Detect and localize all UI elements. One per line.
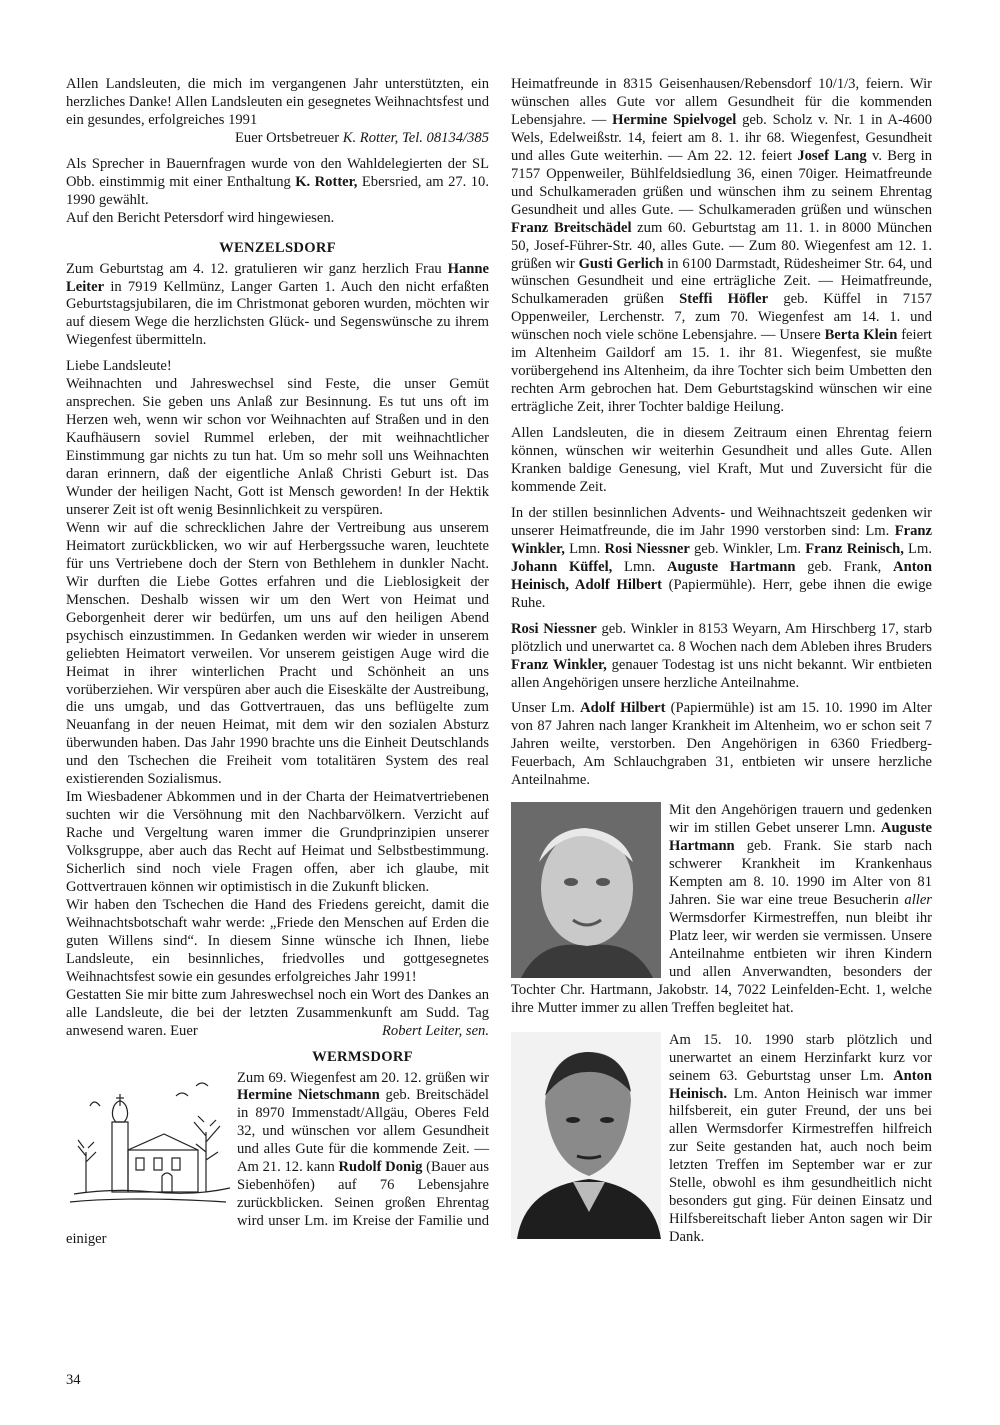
obituary-hilbert: Unser Lm. Adolf Hilbert (Papiermühle) ist am 15. 10. 1990 im Alter von 87 Jahren nach langer Krankheit im Altenheim, wo er schon seit 7 Jahren weilte, verstorben. Den Angehörigen in 6360 Friedberg-Feuerbach, Am Schlauchgraben 31, entbieten wir unsere herzliche Anteilnahme. [511, 700, 932, 789]
section-heading-wermsdorf: WERMSDORF [312, 1048, 413, 1065]
signature-leiter: Robert Leiter, sen. [381, 1022, 489, 1039]
wenzelsdorf-birthday: Zum Geburtstag am 4. 12. gratulieren wir ganz herzlich Frau Hanne Leiter in 7919 Kellmünz, Langer Garten 1. Auch den nicht erfaßten Geburtstagsjubilaren, die im Christmonat geboren wurden, möchten wir auf diesem Wege die herzlichsten Glück- und Segenswünsche zu ihrem Wiegenfest übermitteln. [66, 260, 489, 349]
portrait-photo-hartmann [511, 802, 661, 978]
portrait-hartmann-image [511, 802, 661, 978]
church-sketch-image [66, 1076, 231, 1218]
obituary-niessner: Rosi Niessner geb. Winkler in 8153 Weyarn, Am Hirschberg 17, starb plötzlich und unerwartet ca. 8 Wochen nach dem Ableben ihres Bruders Franz Winkler, genauer Todestag ist uns nicht bekannt. Wir entbieten allen Angehörigen unsere herzliche Anteilnahme. [511, 620, 932, 691]
letter-paragraph-3: Im Wiesbadener Abkommen und in der Charta der Heimatvertriebenen suchten wir die Versöhnung mit den Nachbarvölkern. Verzicht auf Rache und Vergeltung waren immer die Grundprinzipien unserer Volksgruppe, aber auch das Recht auf Heimat und Selbstbestimmung. Sicherlich sind noch viele Fragen offen, aber ich glaube, mit Gottvertrauen können wir optimistisch in die Zukunft blicken. [66, 789, 489, 895]
signature-rotter: Euer Ortsbetreuer K. Rotter, Tel. 08134/385 [234, 129, 489, 146]
obituary-heinisch: Am 15. 10. 1990 starb plötzlich und unerwartet an einem Herzinfarkt kurz vor seinem 63. Geburtstag unser Lm. Anton Heinisch. Lm. Anton Heinisch war immer hilfsbereit, ein guter Freund, der uns bei allen Wermsdorfer Kirmestreffen hilfreich zur Seite gestanden hat, auch noch beim letzten Treffen im September war er zur Stelle, obwohl es ihm gesundheitlich nicht besonders gut ging. Für deinen Einsatz und Hilfsbereitschaft lieber Anton sagen wir Dir Dank. [669, 1031, 932, 1246]
wermsdorf-birthday: Zum 69. Wiegenfest am 20. 12. grüßen wir Hermine Nietschmann geb. Breitschädel in 8970 Immenstadt/Allgäu, Oberes Feld 32, und wünschen vor allem Gesundheit und alles Gute für die kommende Zeit. — Am 21. 12. kann Rudolf Donig (Bauer aus Siebenhöfen) auf 76 Lebensjahre zurückblicken. Seinen großen Ehrentag wird unser Lm. im Kreise der Familie und einiger [66, 1069, 489, 1248]
letter-salutation: Liebe Landsleute! [66, 358, 172, 375]
letter-paragraph-1: Weihnachten und Jahreswechsel sind Feste, die unser Gemüt ansprechen. Sie geben uns Anlaß zur Besinnung. Es tut uns oft im Herzen weh, wenn wir schon vor Weihnachten auf Straßen und in den Kaufhäusern soviel Rummel erleben, der mit weihnachtlicher Einstimmung gar nichts zu tun hat. Um so mehr soll uns Weihnachten daran erinnern, daß der eigentliche Anlaß Christi Geburt ist. Das Wunder der heiligen Nacht, Gott ist Mensch geworden! In der Hektik unserer Zeit ist oft wenig Besinnlichkeit zu verspüren. [66, 376, 489, 518]
portrait-photo-heinisch [511, 1032, 661, 1239]
church-sketch [66, 1076, 231, 1218]
portrait-heinisch-image [511, 1032, 661, 1239]
spokesperson-paragraph: Als Sprecher in Bauernfragen wurde von den Wahldelegierten der SL Obb. einstimmig mit einer Enthaltung K. Rotter, Ebersried, am 27. 10. 1990 gewählt. [66, 155, 489, 208]
memorial-paragraph: In der stillen besinnlichen Advents- und Weihnachtszeit gedenken wir unserer Heimatfreunde, die im Jahr 1990 verstorben sind: Lm. Franz Winkler, Lmn. Rosi Niessner geb. Winkler, Lm. Franz Reinisch, Lm. Johann Küffel, Lmn. Auguste Hartmann geb. Frank, Anton Heinisch, Adolf Hilbert (Papiermühle). Herr, gebe ihnen die ewige Ruhe. [511, 504, 932, 611]
page-number: 34 [66, 1372, 81, 1388]
letter-paragraph-5: Gestatten Sie mir bitte zum Jahreswechsel noch ein Wort des Dankes an alle Landsleute, die bei der letzten Zusammenkunft am Sudd. Tag anwesend waren. Euer Robert Leiter, sen. [66, 986, 489, 1039]
letter-paragraph-4: Wir haben den Tschechen die Hand des Friedens gereicht, damit die Weihnachtsbotschaft wahr werde: „Friede den Menschen auf Erden die guten Willens sind“. In diesem Sinne wünsche ich Ihnen, liebe Landsleute, ein besinnliches, friedvolles und gottgesegnetes Weihnachtsfest sowie ein gesundes erfolgreiches Jahr 1991! [66, 896, 489, 985]
obituary-hartmann: Mit den Angehörigen trauern und gedenken wir im stillen Gebet unserer Lmn. Auguste Hartmann geb. Frank. Sie starb nach schwerer Krankheit im Krankenhaus Kempten am 8. 10. 1990 im Alter von 81 Jahren. Sie war eine treue Besucherin aller Wermsdorfer Kirmestreffen, nun bleibt ihr Platz leer, wir werden sie vermissen. Unsere Anteilnahme entbieten wir ihren Kindern und allen Anverwandten, besonders der Tochter Chr. Hartmann, Jakobstr. 14, 7022 Leinfelden-Echt. 1, welche ihre Mutter immer zu allen Treffen begleitet hat. [511, 802, 932, 1016]
greetings-paragraph: Allen Landsleuten, die in diesem Zeitraum einen Ehrentag feiern können, wünschen wir weiterhin Gesundheit und alles Gute. Allen Kranken baldige Genesung, viel Kraft, Mut und Zuversicht für die kommende Zeit. [511, 425, 932, 495]
petersdorf-note: Auf den Bericht Petersdorf wird hingewiesen. [66, 209, 335, 226]
letter-paragraph-2: Wenn wir auf die schrecklichen Jahre der Vertreibung aus unserem Heimatort zurückblicken, wo wir auf Herbergssuche waren, leuchtete für uns Vertriebene doch der Stern von Bethlehem in dunkler Nacht. Wir durften die Liebe Gottes erfahren und die Lieblosigkeit der Menschen. Deshalb wissen wir um den Wert von Heimat und Geborgenheit derer wir bedürfen, um uns auf den heiligen Abend psychisch einzustimmen. In Gedanken werden wir wieder in unserem geliebten Heimatort verweilen. Vor unserem geistigen Auge wird die Heimat in ihrer winterlichen Pracht und Schönheit an uns vorüberziehen. Wir verspüren aber auch die Eiseskälte der Austreibung, die uns umgab, und das Gottvertrauen, das uns beflügelte zum Neuanfang in der neuen Heimat, mit dem wir den sozialen Absturz überwunden haben. Das Jahr 1990 brachte uns die Einheit Deutschlands und den Tschechen die Freiheit vom totalitären System des real existierenden Sozialismus. [66, 519, 489, 788]
left-column [66, 76, 489, 1249]
thanks-paragraph: Allen Landsleuten, die mich im vergangenen Jahr unterstützten, ein herzliches Danke! Allen Landsleuten ein gesegnetes Weihnachtsfest und ein gesundes, erfolgreiches 1991 [66, 76, 489, 128]
wermsdorf-birthdays-continued: Heimatfreunde in 8315 Geisenhausen/Rebensdorf 10/1/3, feiern. Wir wünschen alles Gute vor allem Gesundheit für die kommenden Lebensjahre. — Hermine Spielvogel geb. Scholz v. Nr. 1 in A-4600 Wels, Edelweißstr. 14, feiert am 8. 1. ihr 68. Wiegenfest, Gesundheit und alles Gute weiterhin. — Am 22. 12. feiert Josef Lang v. Berg in 7157 Oppenweiler, Bühlfeldsiedlung 36, einen 70iger. Heimatfreunde und Schulkameraden grüßen und wünschen ihm zu seinem Ehrentag Gesundheit und alles Gute. — Schulkameraden grüßen und wünschen Franz Breitschädel zum 60. Geburtstag am 11. 1. in 8000 München 50, Josef-Führer-Str. 40, alles Gute. — Zum 80. Wiegenfest am 12. 1. grüßen wir Gusti Gerlich in 6100 Darmstadt, Rüdesheimer Str. 64, und wünschen Gesundheit und eine erträgliche Zeit. — Heimatfreunde, Schulkameraden grüßen Steffi Höfler geb. Küffel in 7157 Oppenweiler, Lerchenstr. 7, zum 70. Wiegenfest am 14. 1. und wünschen noch viele schöne Lebensjahre. — Unsere Berta Klein feiert im Altenheim Gaildorf am 15. 1. ihr 81. Wiegenfest, sie mußte vorübergehend ins Altenheim, da ihre Tochter sich beim Umbetten den rechten Arm gebrochen hat. Dem Geburtstagskind wünschen wir eine erträgliche Zeit, ihrer Tochter baldige Heilung. [511, 76, 933, 416]
section-heading-wenzelsdorf: WENZELSDORF [219, 239, 336, 256]
right-column [511, 76, 932, 1247]
